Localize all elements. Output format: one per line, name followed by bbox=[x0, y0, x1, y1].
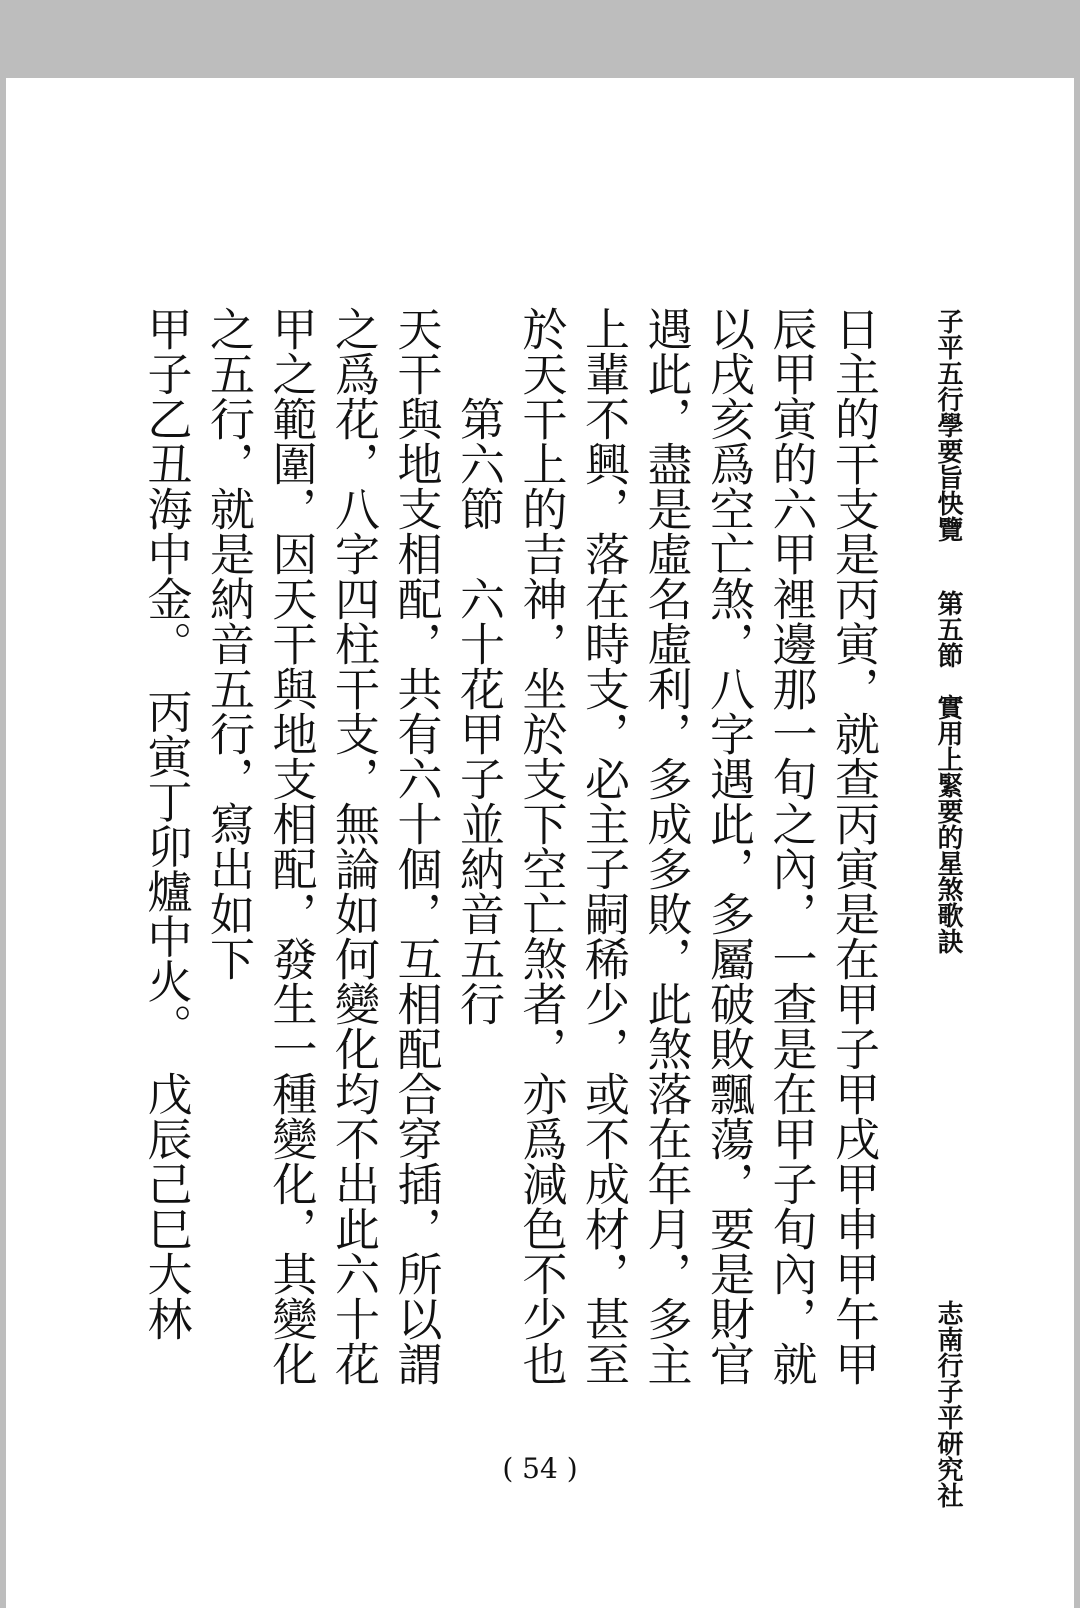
nayin-entry: 丙寅丁卯爐中火。 bbox=[139, 688, 193, 1026]
text-line: 以戌亥爲空亡煞，八字遇此，多屬破敗飄蕩，要是財官 bbox=[702, 306, 755, 1386]
section-title: 第五節 實用上緊要的星煞歌訣 bbox=[933, 590, 963, 954]
text-line: 日主的干支是丙寅，就查丙寅是在甲子甲戌甲申甲午甲 bbox=[827, 306, 880, 1386]
text-line: 辰甲寅的六甲裡邊那一旬之內，一查是在甲子旬內，就 bbox=[764, 306, 818, 1386]
text-line: 上輩不興，落在時支，必主子嗣稀少，或不成材，甚至 bbox=[577, 306, 630, 1386]
page-number: ( 54 ) bbox=[502, 1452, 578, 1485]
text-line: 天干與地支相配，共有六十個，互相配合穿插，所以謂 bbox=[389, 306, 443, 1386]
book-title: 子平五行學要旨快覽 bbox=[933, 308, 963, 542]
running-header bbox=[930, 308, 966, 1508]
nayin-entry: 戊辰己巳大林 bbox=[139, 1071, 193, 1341]
text-line: 甲之範圍，因天干與地支相配，發生一種變化，其變化 bbox=[264, 306, 318, 1386]
book-page bbox=[6, 78, 1074, 1608]
text-line: 之爲花，八字四柱干支，無論如何變化均不出此六十花 bbox=[327, 306, 380, 1386]
section-heading: 第六節 六十花甲子並納音五行 bbox=[452, 396, 505, 1026]
text-line: 於天干上的吉神，坐於支下空亡煞者，亦爲減色不少也 bbox=[514, 306, 568, 1386]
publisher-name: 志南行子平研究社 bbox=[933, 1300, 963, 1508]
body-text bbox=[134, 306, 884, 1386]
text-line: 遇此，盡是虛名虛利，多成多敗，此煞落在年月，多主 bbox=[639, 306, 693, 1386]
nayin-line bbox=[134, 306, 197, 1386]
text-line: 之五行，就是納音五行，寫出如下 bbox=[202, 306, 255, 981]
nayin-entry: 甲子乙丑海中金。 bbox=[139, 306, 193, 644]
